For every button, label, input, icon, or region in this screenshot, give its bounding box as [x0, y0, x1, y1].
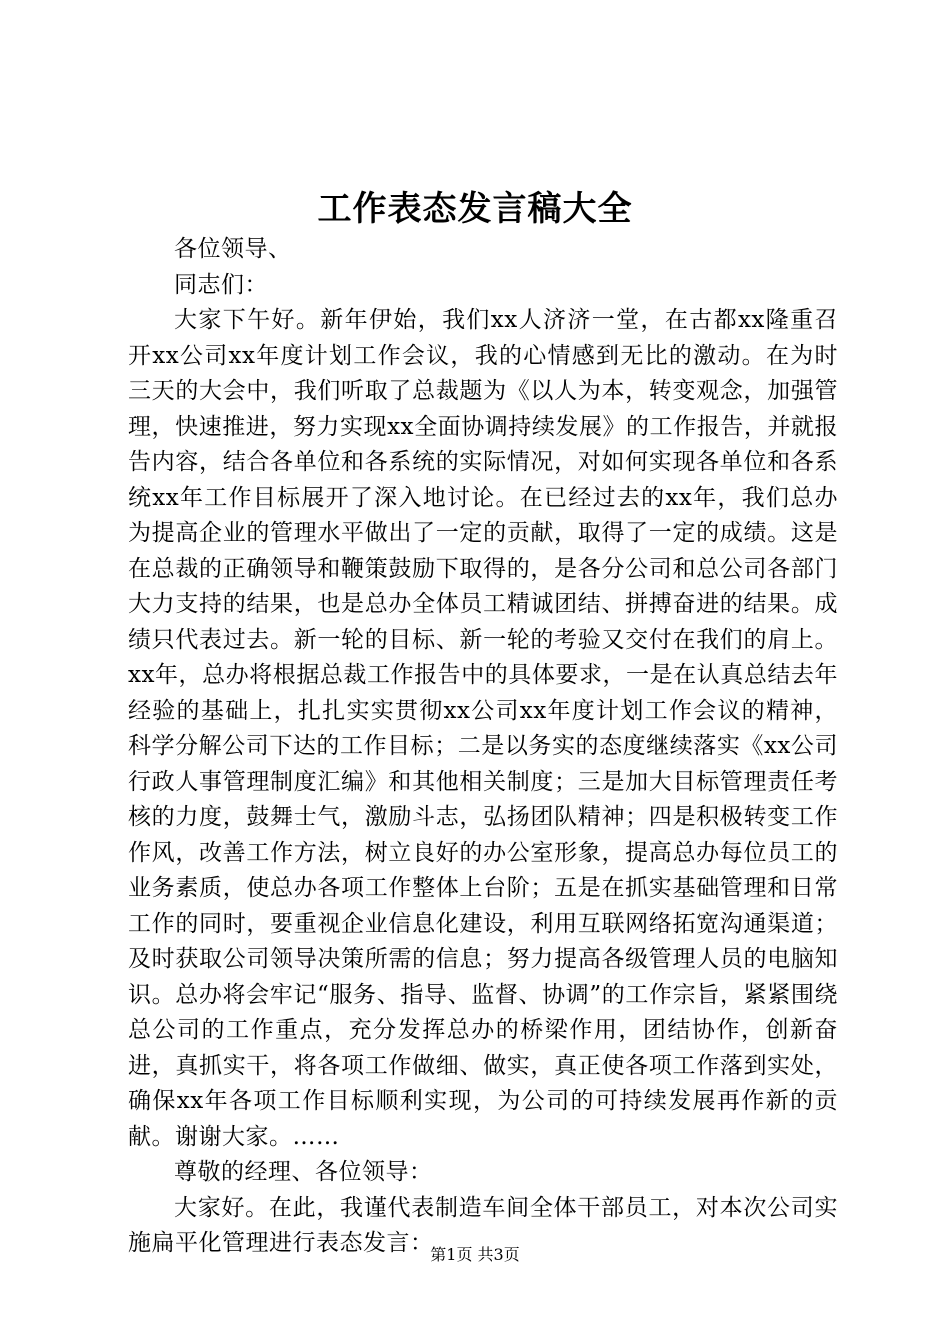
speech-paragraph-1: 大家下午好。新年伊始，我们xx人济济一堂，在古都xx隆重召开xx公司xx年度计划工作会议，我的心情感到无比的激动。在为时三天的大会中，我们听取了总裁题为《以人为本，转变观念，加强管理，快速推进，努力实现xx全面协调持续发展》的工作报告，并就报告内容，结合各单位和各系统的实际情况，对如何实现各单位和各系统xx年工作目标展开了深入地讨论。在已经过去的xx年，我们总办为提高企业的管理水平做出了一定的贡献，取得了一定的成绩。这是在总裁的正确领导和鞭策鼓励下取得的，是各分公司和总公司各部门大力支持的结果，也是总办全体员工精诚团结、拼搏奋进的结果。成绩只代表过去。新一轮的目标、新一轮的考验又交付在我们的肩上。xx年，总办将根据总裁工作报告中的具体要求，一是在认真总结去年经验的基础上，扎扎实实贯彻xx公司xx年度计划工作会议的精神，科学分解公司下达的工作目标；二是以务实的态度继续落实《xx公司行政人事管理制度汇编》和其他相关制度；三是加大目标管理责任考核的力度，鼓舞士气，激励斗志，弘扬团队精神；四是积极转变工作作风，改善工作方法，树立良好的办公室形象，提高总办每位员工的业务素质，使总办各项工作整体上台阶；五是在抓实基础管理和日常工作的同时，要重视企业信息化建设，利用互联网络拓宽沟通渠道；及时获取公司领导决策所需的信息；努力提高各级管理人员的电脑知识。总办将会牢记“服务、指导、监督、协调”的工作宗旨，紧紧围绕总公司的工作重点，充分发挥总办的桥梁作用，团结协作，创新奋进，真抓实干，将各项工作做细、做实，真正使各项工作落到实处，确保xx年各项工作目标顺利实现，为公司的可持续发展再作新的贡献。谢谢大家。…… [128, 307, 838, 1150]
salutation-line-1: 各位领导、 [174, 236, 292, 262]
document-title: 工作表态发言稿大全 [317, 189, 633, 229]
speech-paragraph-2: 大家好。在此，我谨代表制造车间全体干部员工，对本次公司实施扁平化管理进行表态发言： [128, 1194, 838, 1256]
document-body [128, 232, 838, 1262]
salutation-line-2: 同志们： [174, 271, 268, 298]
salutation-line-3: 尊敬的经理、各位领导： [174, 1159, 433, 1185]
page-number-footer: 第1页 共3页 [430, 1245, 520, 1264]
